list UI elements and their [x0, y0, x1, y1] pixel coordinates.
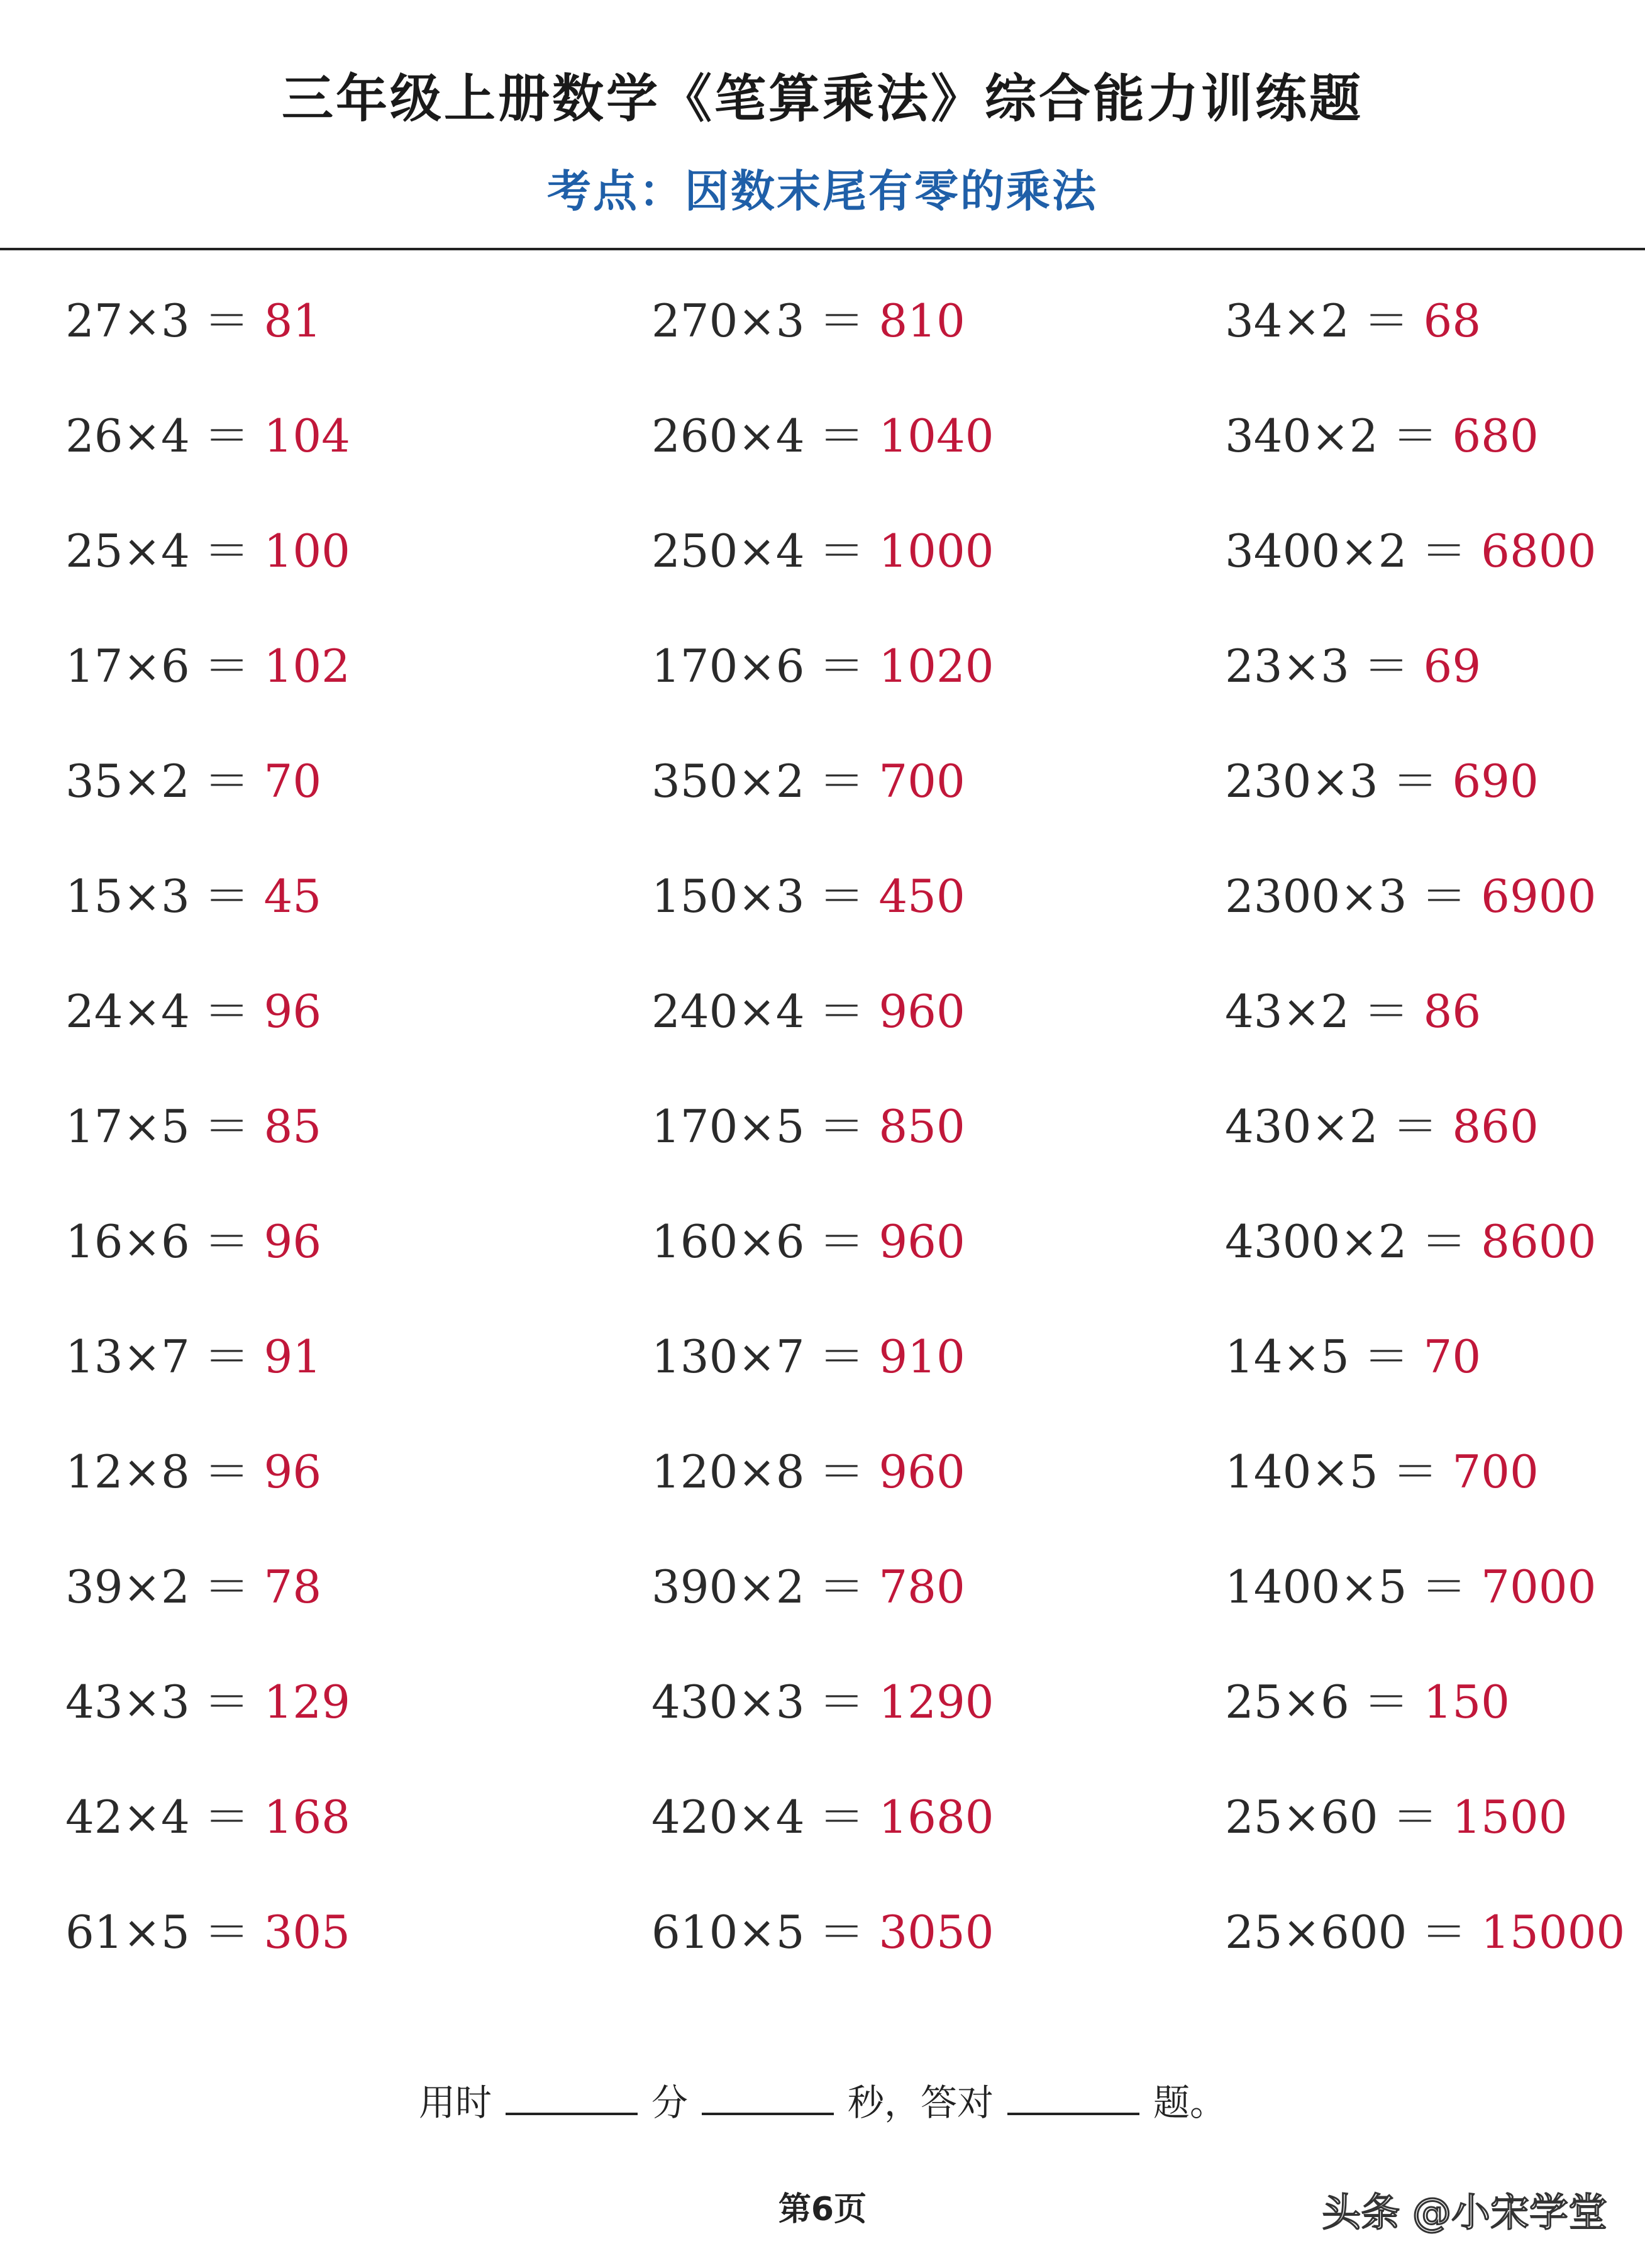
problem-expression: 3400×2 ＝ — [1225, 525, 1482, 577]
problem-expression: 12×8 ＝ — [65, 1445, 264, 1498]
problem-answer: 8600 — [1481, 1215, 1597, 1268]
problem-item — [1225, 753, 1539, 809]
problem-item — [65, 1443, 321, 1500]
problem-answer: 960 — [878, 1445, 965, 1498]
page-title: 三年级上册数学《笔算乘法》综合能力训练题 — [281, 69, 1363, 129]
problem-item — [65, 1098, 321, 1155]
problem-answer: 85 — [263, 1100, 322, 1153]
questions-label: 题。 — [1153, 2081, 1227, 2124]
problem-answer: 810 — [878, 294, 965, 347]
problem-answer: 780 — [878, 1560, 965, 1613]
problem-item — [65, 1674, 350, 1730]
problem-item — [65, 638, 350, 694]
problem-expression: 13×7 ＝ — [65, 1330, 264, 1383]
problem-expression: 340×2 ＝ — [1225, 409, 1453, 462]
problem-expression: 39×2 ＝ — [65, 1560, 264, 1613]
problem-item — [65, 1328, 321, 1385]
problem-item — [1225, 1098, 1539, 1155]
problem-expression: 61×5 ＝ — [65, 1906, 264, 1959]
problem-item — [1225, 1443, 1539, 1500]
seconds-blank — [702, 2079, 834, 2115]
problem-answer: 69 — [1423, 640, 1482, 692]
problem-item — [651, 1098, 965, 1155]
problem-answer: 81 — [263, 294, 322, 347]
problem-expression: 1400×5 ＝ — [1225, 1560, 1482, 1613]
problem-answer: 6800 — [1481, 525, 1597, 577]
problem-item — [651, 983, 965, 1040]
problem-expression: 23×3 ＝ — [1225, 640, 1424, 692]
problem-item — [651, 1904, 994, 1960]
problem-answer: 70 — [263, 755, 322, 808]
problem-expression: 25×6 ＝ — [1225, 1676, 1424, 1728]
seconds-label: 秒，答对 — [848, 2081, 994, 2124]
problem-answer: 96 — [263, 985, 322, 1038]
problem-item — [651, 292, 965, 349]
problem-answer: 700 — [878, 755, 965, 808]
page-number: 第6页 — [778, 2191, 867, 2228]
problem-item — [1225, 1213, 1596, 1270]
problem-answer: 1500 — [1452, 1791, 1568, 1843]
problem-expression: 240×4 ＝ — [651, 985, 879, 1038]
problem-answer: 168 — [263, 1791, 350, 1843]
problem-expression: 15×3 ＝ — [65, 870, 264, 923]
problem-expression: 25×60 ＝ — [1225, 1791, 1453, 1843]
problem-item — [65, 292, 321, 349]
problem-expression: 25×4 ＝ — [65, 525, 264, 577]
problem-answer: 102 — [263, 640, 350, 692]
problem-answer: 1040 — [878, 409, 994, 462]
page-subtitle: 考点：因数末尾有零的乘法 — [547, 165, 1098, 217]
problem-answer: 450 — [878, 870, 965, 923]
problem-expression: 130×7 ＝ — [651, 1330, 879, 1383]
problem-answer: 910 — [878, 1330, 965, 1383]
time-label: 用时 — [418, 2081, 492, 2124]
problem-item — [1225, 983, 1481, 1040]
problem-expression: 42×4 ＝ — [65, 1791, 264, 1843]
problem-expression: 43×3 ＝ — [65, 1676, 264, 1728]
problem-answer: 960 — [878, 1215, 965, 1268]
problem-item — [651, 1443, 965, 1500]
problem-expression: 43×2 ＝ — [1225, 985, 1424, 1038]
problem-expression: 170×6 ＝ — [651, 640, 879, 692]
problem-expression: 160×6 ＝ — [651, 1215, 879, 1268]
problem-item — [651, 1328, 965, 1385]
problem-expression: 17×6 ＝ — [65, 640, 264, 692]
problem-answer: 3050 — [878, 1906, 994, 1959]
problem-expression: 34×2 ＝ — [1225, 294, 1424, 347]
problem-item — [651, 523, 994, 579]
problem-item — [651, 753, 965, 809]
problem-answer: 100 — [263, 525, 350, 577]
problem-item — [65, 868, 321, 925]
watermark: 头条 @小宋学堂 — [1322, 2189, 1607, 2235]
problem-expression: 420×4 ＝ — [651, 1791, 879, 1843]
problem-item — [651, 638, 994, 694]
problem-answer: 860 — [1452, 1100, 1539, 1153]
problem-item — [65, 1213, 321, 1270]
problem-expression: 260×4 ＝ — [651, 409, 879, 462]
problem-expression: 430×3 ＝ — [651, 1676, 879, 1728]
problem-item — [65, 983, 321, 1040]
problem-item — [1225, 523, 1596, 579]
problem-expression: 230×3 ＝ — [1225, 755, 1453, 808]
problem-expression: 2300×3 ＝ — [1225, 870, 1482, 923]
problem-expression: 14×5 ＝ — [1225, 1330, 1424, 1383]
problem-item — [1225, 292, 1481, 349]
problem-answer: 700 — [1452, 1445, 1539, 1498]
problem-answer: 1680 — [878, 1791, 994, 1843]
score-line — [0, 2073, 1645, 2126]
problem-expression: 350×2 ＝ — [651, 755, 879, 808]
problem-item — [1225, 638, 1481, 694]
problem-item — [651, 408, 994, 464]
problem-answer: 96 — [263, 1445, 322, 1498]
problem-item — [1225, 1559, 1596, 1615]
problem-item — [65, 1559, 321, 1615]
problem-expression: 430×2 ＝ — [1225, 1100, 1453, 1153]
problem-answer: 68 — [1423, 294, 1482, 347]
problem-expression: 35×2 ＝ — [65, 755, 264, 808]
problem-answer: 690 — [1452, 755, 1539, 808]
problem-answer: 70 — [1423, 1330, 1482, 1383]
problem-item — [1225, 408, 1539, 464]
problem-expression: 270×3 ＝ — [651, 294, 879, 347]
problem-item — [65, 753, 321, 809]
problem-answer: 96 — [263, 1215, 322, 1268]
problem-expression: 120×8 ＝ — [651, 1445, 879, 1498]
minutes-label: 分 — [651, 2081, 688, 2124]
problem-expression: 25×600 ＝ — [1225, 1906, 1482, 1959]
problem-item — [65, 1904, 350, 1960]
problem-item — [651, 1559, 965, 1615]
problem-answer: 1290 — [878, 1676, 994, 1728]
problem-expression: 17×5 ＝ — [65, 1100, 264, 1153]
problem-item — [65, 523, 350, 579]
problem-item — [651, 1213, 965, 1270]
problem-item — [651, 1789, 994, 1845]
problem-item — [1225, 1328, 1481, 1385]
problem-answer: 305 — [263, 1906, 350, 1959]
problem-answer: 7000 — [1481, 1560, 1597, 1613]
problem-item — [65, 408, 350, 464]
problem-item — [651, 1674, 994, 1730]
correct-count-blank — [1007, 2079, 1139, 2115]
problem-expression: 16×6 ＝ — [65, 1215, 264, 1268]
problem-answer: 960 — [878, 985, 965, 1038]
problem-answer: 850 — [878, 1100, 965, 1153]
problem-expression: 610×5 ＝ — [651, 1906, 879, 1959]
problem-expression: 250×4 ＝ — [651, 525, 879, 577]
problem-answer: 680 — [1452, 409, 1539, 462]
problem-expression: 27×3 ＝ — [65, 294, 264, 347]
problem-item — [1225, 868, 1596, 925]
problem-item — [651, 868, 965, 925]
problem-expression: 170×5 ＝ — [651, 1100, 879, 1153]
problem-expression: 150×3 ＝ — [651, 870, 879, 923]
problem-item — [65, 1789, 350, 1845]
problem-answer: 1020 — [878, 640, 994, 692]
problem-item — [1225, 1904, 1625, 1960]
problem-answer: 15000 — [1481, 1906, 1626, 1959]
problem-answer: 91 — [263, 1330, 322, 1383]
problem-expression: 140×5 ＝ — [1225, 1445, 1453, 1498]
problem-answer: 1000 — [878, 525, 994, 577]
problem-expression: 390×2 ＝ — [651, 1560, 879, 1613]
problem-answer: 45 — [263, 870, 322, 923]
problem-answer: 86 — [1423, 985, 1482, 1038]
problem-answer: 6900 — [1481, 870, 1597, 923]
problem-answer: 104 — [263, 409, 350, 462]
problem-answer: 150 — [1423, 1676, 1510, 1728]
problem-answer: 78 — [263, 1560, 322, 1613]
minutes-blank — [506, 2079, 638, 2115]
problem-expression: 4300×2 ＝ — [1225, 1215, 1482, 1268]
problem-expression: 26×4 ＝ — [65, 409, 264, 462]
problem-expression: 24×4 ＝ — [65, 985, 264, 1038]
problem-item — [1225, 1674, 1510, 1730]
problem-item — [1225, 1789, 1568, 1845]
problem-answer: 129 — [263, 1676, 350, 1728]
